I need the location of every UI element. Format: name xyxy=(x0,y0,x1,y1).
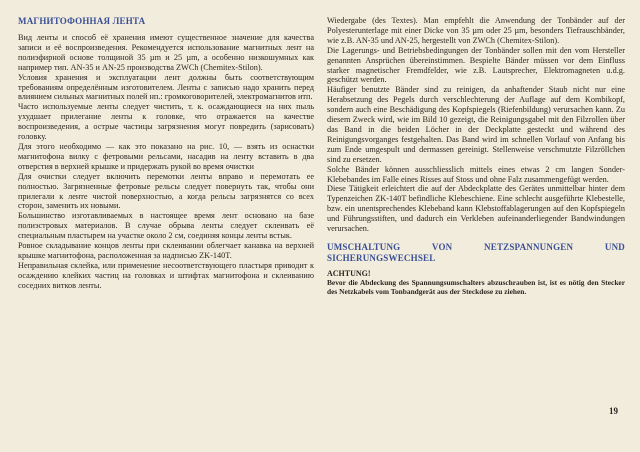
russian-column xyxy=(18,16,314,291)
paragraph: Для очистки следует включить перемотки ленты вправо и перемотать ее полностью. Загрязненные фетровые рельсы следует повернуть так, чтобы они прилегали к ленте чистой поверхностью, а когда рельсы загрязнятся со всех сторон, заменить их новыми. xyxy=(18,171,314,211)
paragraph: Для этого необходимо — как это показано на рис. 10, — взять из оснастки магнитофона вилку с фетровыми рельсами, насадив на ленту вставить в два отверстия в верхней крышке и придержать рукой во время очистки xyxy=(18,141,314,171)
paragraph: Большинство изготавливаемых в настоящее время лент основано на базе полиэстровых материалов. В случае обрыва ленты следует склеивать её специальным пластырем на участке около 2 см, соединяя концы ленты встык. xyxy=(18,211,314,241)
paragraph: Die Lagerungs- und Betriebsbedingungen der Tonbänder sollen mit den vom Hersteller genannten Ansprüchen übereinstimmen. Bespielte Bänder müssen vor dem Einfluss starker magnetischer Fremdfelder, wie z.B. Lautsprecher, Elektromagneten u.d.g. geschützt werden. xyxy=(327,45,625,85)
paragraph: Wiedergabe (des Textes). Man empfehlt die Anwendung der Tonbänder auf der Polyesterunterlage mit einer Dicke von 35 µm oder 25 µm, besonders Tiefrauschbänder, wie z.B. AN-35 und AN-25, hergestellt von ZWCh (Chemitex-Stilon). xyxy=(327,16,625,45)
paragraph: Неправильная склейка, или применение несоответствующего пластыря приводит к осаждению клейких частиц на головках и штифтах магнитофона и склеиванию соседних витков ленты. xyxy=(18,260,314,290)
warning-title: ACHTUNG! xyxy=(327,268,371,278)
paragraph: Solche Bänder können ausschliesslich mittels eines etwas 2 cm langen Sonder-Klebebandes im Falle eines Risses auf Stoss und ohne Falz zusammengefügt werden. xyxy=(327,164,625,184)
section-heading-magnetic-tape: МАГНИТОФОННАЯ ЛЕНТА xyxy=(18,16,146,26)
paragraph: Häufiger benutzte Bänder sind zu reinigen, da anhaftender Staub nicht nur eine Herabsetzung des Pegels durch verschlechterung der Auflage auf dem Kombikopf, sondern auch eine Beschädigung des Kopfspiegels (Riefenbildung) verursachen kann. Zu diesem Zweck wird, wie im Bild 10 gezeigt, die Reinigungsgabel mit den Filzrollen über das Band in die beiden Löcher in der Deckplatte gesteckt und während des Reinigungsvorganges festgehalten. Das Band wird im schnellen Vorlauf von Anfang bis zum Ende umgespult und dermassen gereinigt. Stellenweise verschmutzte Filzröllchen sind zu ersetzen. xyxy=(327,85,625,164)
paragraph: Ровное складывание концов ленты при склеивании облегчает канавка на верхней крышке магнитофона, расположенная за надписью ZK-140T. xyxy=(18,241,314,260)
warning-text: Bevor die Abdeckung des Spannungsumschalters abzuschrauben ist, ist es nötig den Stecker des Netzkabels vom Tonbandgerät aus der Steckdose zu ziehen. xyxy=(327,278,625,297)
paragraph: Условия хранения и эксплуатации лент должны быть соответствующим требованиям определённым изготовителем. Ленты с записью надо хранить перед влиянием сильных магнитных полей нп.: громкоговорителей, электромагнитов итп. xyxy=(18,72,314,102)
page-number: 19 xyxy=(609,406,618,416)
german-column xyxy=(327,16,625,296)
paragraph: Часто используемые ленты следует чистить, т. к. осаждающиеся на них пыль ухудшает прилегание ленты к головке, что отражается на качестве воспроизведения, а острые частицы загрязнения могут повредить (зарисовать) головку. xyxy=(18,102,314,142)
section-heading-voltage-switching: UMSCHALTUNG VON NETZSPANNUNGEN UND SICHERUNGSWECHSEL xyxy=(327,241,625,263)
paragraph: Diese Tätigkeit erleichtert die auf der Abdeckplatte des Gerätes unmittelbar hinter dem Typenzeichen ZK-140T befindliche Klebeschiene. Eine schlecht ausgeführte Klebestelle, bzw. ein unentsprechendes Klebeband kann Klebstoffablagerungen auf den Kopfspiegeln und Führungsstiften, und dadurch ein Verkleben aufeinanderliegender Bandwindungen verursachen. xyxy=(327,184,625,234)
paragraph: Вид ленты и способ её хранения имеют существенное значение для качества записи и её воспроизведения. Рекомендуется использование магнитных лент на полиэфирной основе толщиной 35 µm и 25 µm, а особенно низкошумных как например тип. AN-35 и AN-25 производства ZWCh (Chemitex-Stilon). xyxy=(18,33,314,72)
